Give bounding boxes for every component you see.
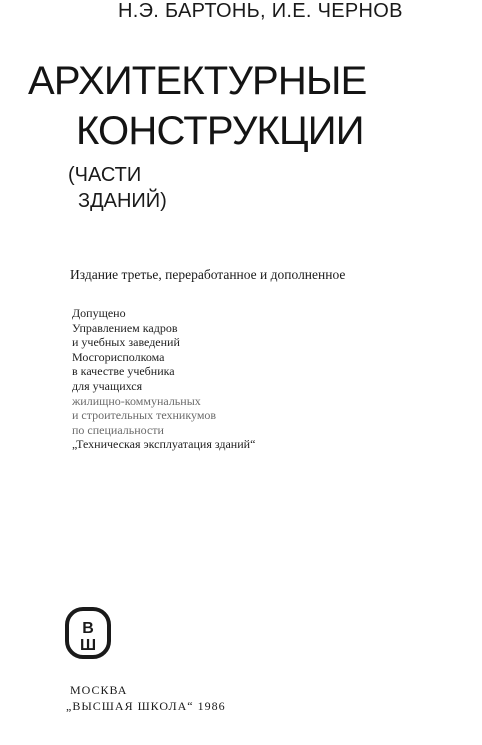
approval-line: по специальности	[72, 422, 164, 437]
approval-line: для учащихся	[72, 378, 143, 393]
book-title-line-2: КОНСТРУКЦИИ	[76, 109, 364, 153]
edition-note: Издание третье, переработанное и дополненное	[70, 267, 346, 282]
approval-line: и строительных техникумов	[72, 408, 217, 423]
approval-line: „Техническая эксплуатация зданий“	[72, 437, 256, 452]
approval-line: Управлением кадров	[72, 320, 178, 335]
publisher-logo-icon	[64, 606, 112, 660]
svg-text:В: В	[82, 620, 94, 637]
imprint	[66, 682, 226, 714]
book-title-line-1: АРХИТЕКТУРНЫЕ	[28, 59, 367, 103]
imprint-publisher-year: „ВЫСШАЯ ШКОЛА“ 1986	[66, 699, 226, 713]
book-subtitle-line-1: (ЧАСТИ	[68, 164, 142, 186]
approval-line: в качестве учебника	[72, 364, 175, 379]
book-subtitle	[68, 162, 167, 214]
book-subtitle-line-2: ЗДАНИЙ)	[78, 190, 167, 212]
approval-block	[72, 306, 255, 452]
imprint-city: МОСКВА	[70, 683, 128, 697]
authors-line: Н.Э. БАРТОНЬ, И.Е. ЧЕРНОВ	[118, 0, 403, 22]
approval-line: жилищно-коммунальных	[72, 393, 201, 408]
book-title	[28, 56, 367, 156]
approval-line: и учебных заведений	[72, 335, 180, 350]
approval-line: Мосгорисполкома	[72, 349, 165, 364]
approval-line: Допущено	[72, 306, 126, 320]
svg-text:Ш: Ш	[79, 637, 97, 654]
